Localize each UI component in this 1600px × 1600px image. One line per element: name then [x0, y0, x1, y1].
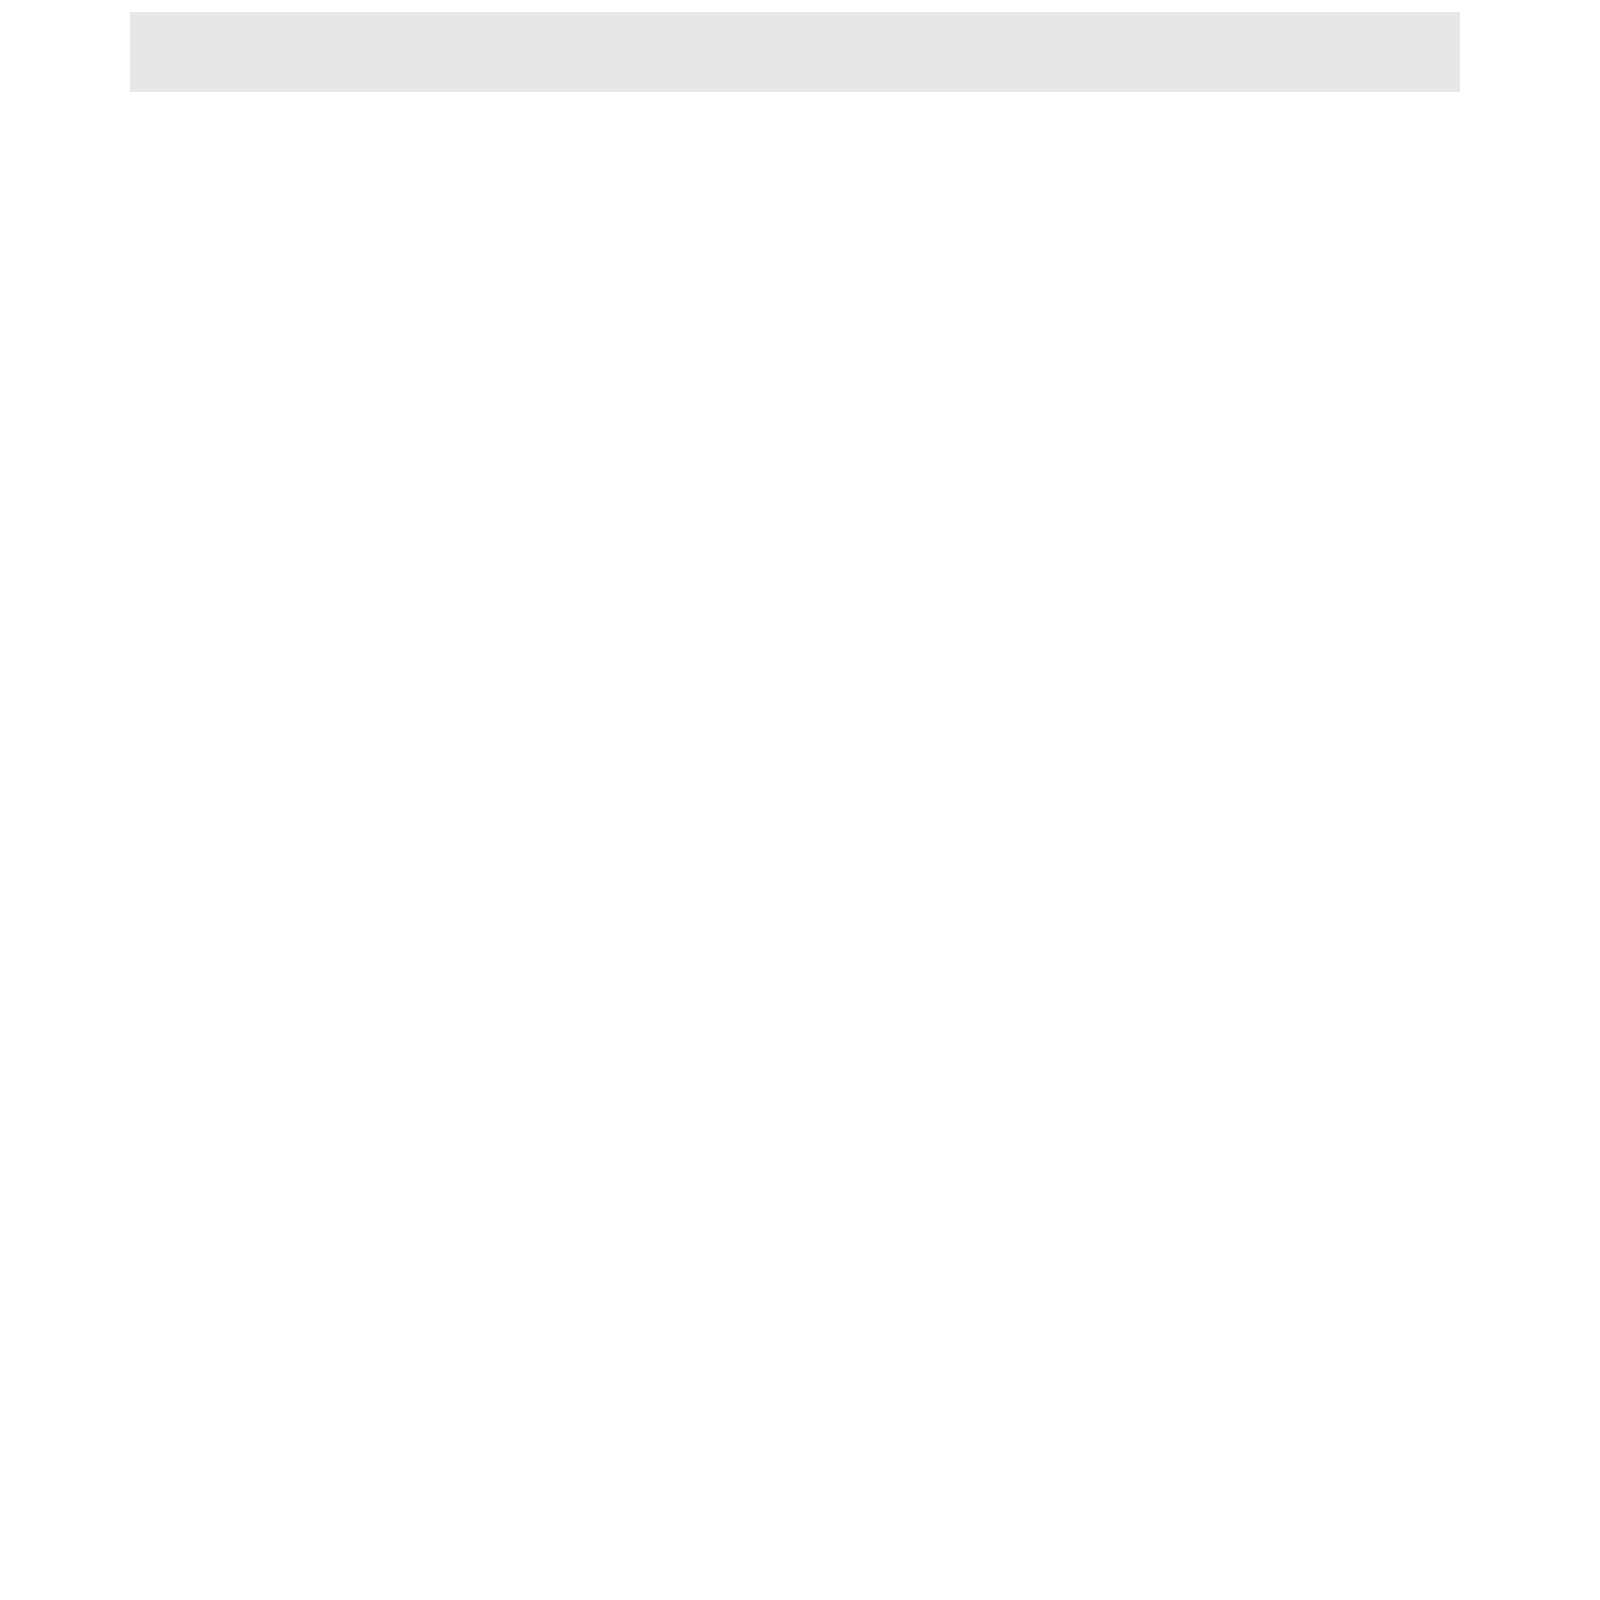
section-header-features	[130, 52, 1460, 92]
section-header-specs	[130, 12, 1460, 52]
microphone-comparison-table	[130, 0, 1460, 92]
